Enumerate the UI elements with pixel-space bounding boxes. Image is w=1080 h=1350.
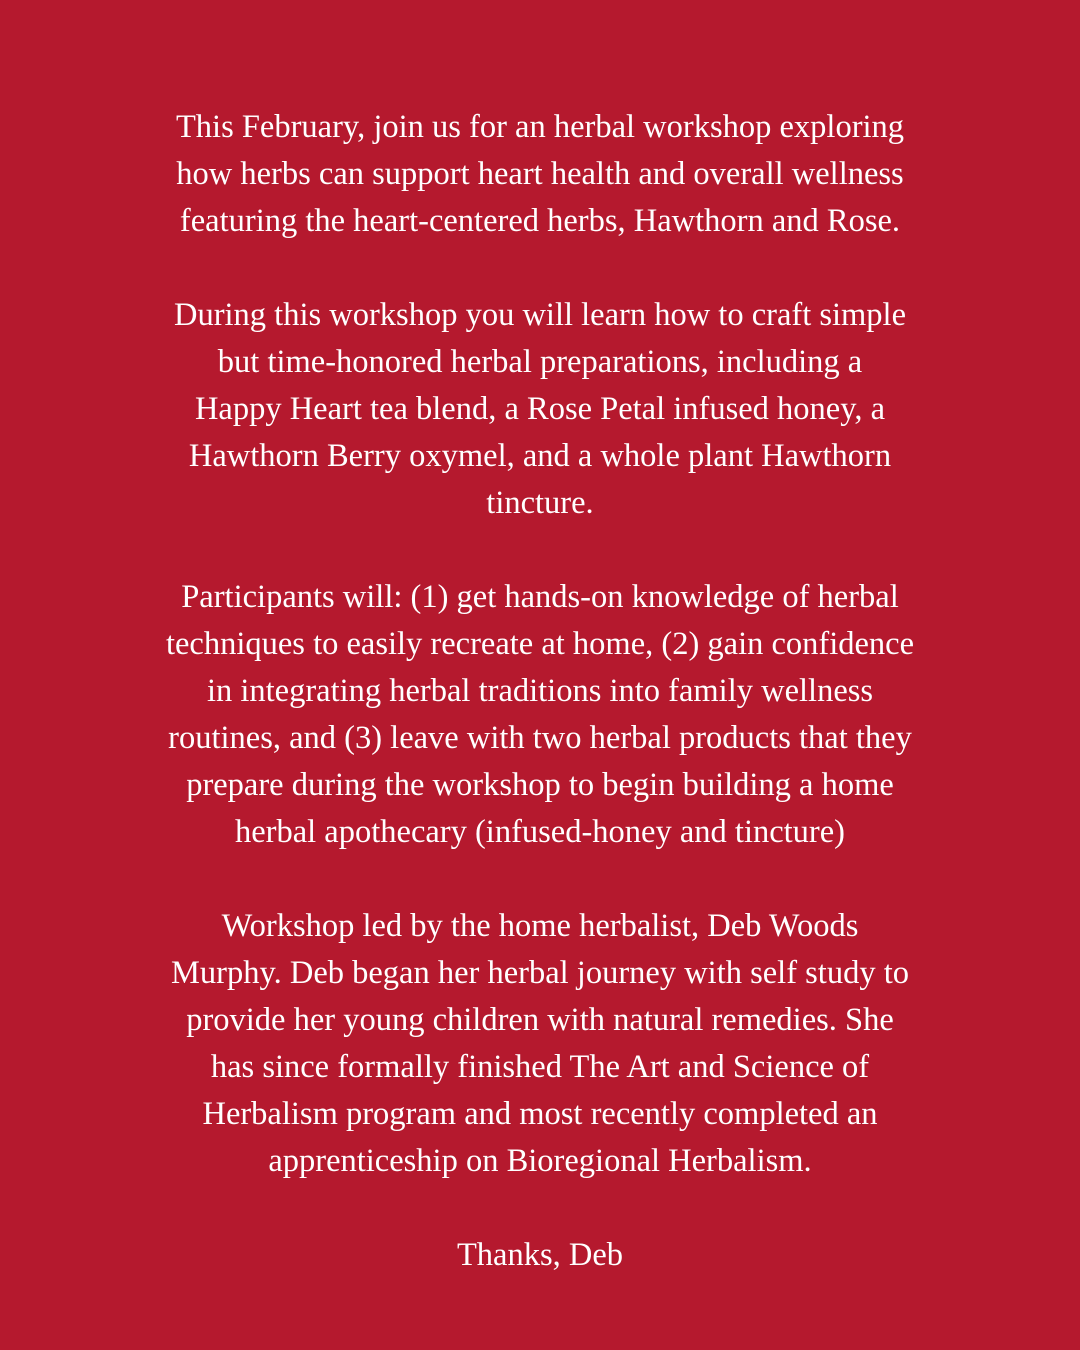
participants-line: prepare during the workshop to begin building a home	[186, 767, 894, 803]
intro-line: featuring the heart-centered herbs, Hawthorn and Rose.	[179, 203, 901, 239]
workshop-paragraph	[90, 292, 990, 527]
participants-line: Participants will: (1) get hands-on knowledge of herbal	[181, 579, 899, 615]
leader-line: Herbalism program and most recently completed an	[202, 1096, 878, 1132]
signoff-text: Thanks, Deb	[456, 1237, 624, 1273]
signoff	[90, 1232, 990, 1279]
leader-line: provide her young children with natural remedies. She	[186, 1002, 894, 1038]
workshop-line: Hawthorn Berry oxymel, and a whole plant Hawthorn	[188, 438, 892, 474]
workshop-line: but time-honored herbal preparations, including a	[217, 344, 863, 380]
leader-line: has since formally finished The Art and Science of	[210, 1049, 870, 1085]
leader-line: apprenticeship on Bioregional Herbalism.	[268, 1143, 812, 1179]
participants-line: in integrating herbal traditions into family wellness	[206, 673, 874, 709]
participants-line: techniques to easily recreate at home, (2) gain confidence	[165, 626, 915, 662]
intro-line: how herbs can support heart health and overall wellness	[176, 156, 904, 192]
leader-paragraph	[90, 903, 990, 1185]
leader-line: Murphy. Deb began her herbal journey with self study to	[171, 955, 909, 991]
intro-line: This February, join us for an herbal workshop exploring	[175, 109, 905, 145]
participants-paragraph	[90, 574, 990, 856]
intro-paragraph	[90, 104, 990, 245]
workshop-line: Happy Heart tea blend, a Rose Petal infused honey, a	[194, 391, 886, 427]
workshop-line: tincture.	[486, 485, 594, 521]
participants-line: herbal apothecary (infused-honey and tincture)	[234, 814, 845, 850]
workshop-line: During this workshop you will learn how to craft simple	[173, 297, 907, 333]
leader-line: Workshop led by the home herbalist, Deb Woods	[221, 908, 859, 944]
participants-line: routines, and (3) leave with two herbal products that they	[168, 720, 912, 756]
